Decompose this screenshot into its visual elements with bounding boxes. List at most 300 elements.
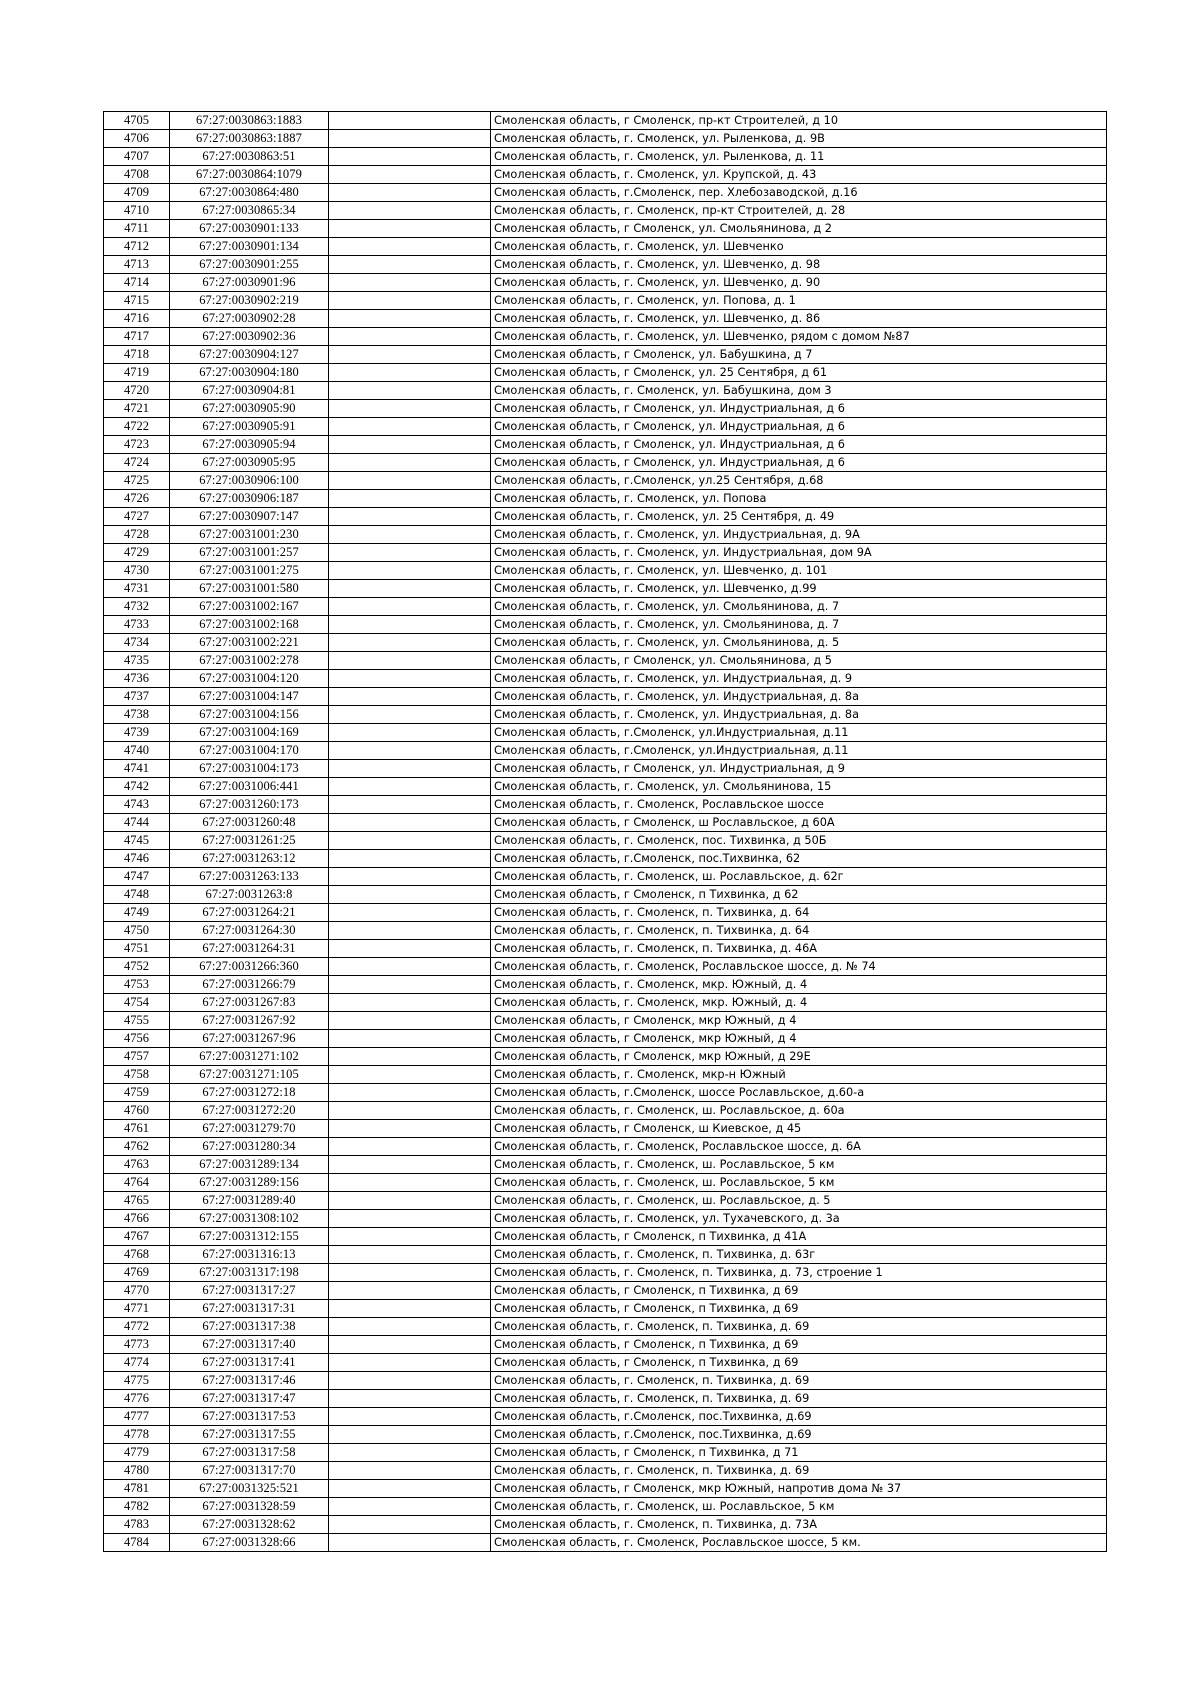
- table-row: [104, 1462, 1107, 1480]
- empty-cell: [329, 526, 491, 544]
- empty-cell: [329, 922, 491, 940]
- cadastral-number-cell: 67:27:0031317:40: [170, 1336, 329, 1354]
- table-row: [104, 112, 1107, 130]
- table-row: [104, 220, 1107, 238]
- address-cell: Смоленская область, г Смоленск, ул. Бабушкина, д 7: [491, 346, 1107, 364]
- table-row: [104, 1444, 1107, 1462]
- address-cell: Смоленская область, г. Смоленск, пос. Тихвинка, д 50Б: [491, 832, 1107, 850]
- table-row: [104, 1156, 1107, 1174]
- address-cell: Смоленская область, г. Смоленск, п. Тихвинка, д. 69: [491, 1462, 1107, 1480]
- cadastral-number-cell: 67:27:0031006:441: [170, 778, 329, 796]
- row-number-cell: 4724: [104, 454, 170, 472]
- empty-cell: [329, 652, 491, 670]
- table-row: [104, 1084, 1107, 1102]
- cadastral-number-cell: 67:27:0031317:58: [170, 1444, 329, 1462]
- table-row: [104, 1102, 1107, 1120]
- address-cell: Смоленская область, г. Смоленск, мкр. Южный, д. 4: [491, 976, 1107, 994]
- table-row: [104, 760, 1107, 778]
- row-number-cell: 4738: [104, 706, 170, 724]
- address-cell: Смоленская область, г. Смоленск, ул. Индустриальная, д. 9: [491, 670, 1107, 688]
- address-cell: Смоленская область, г Смоленск, п Тихвинка, д 62: [491, 886, 1107, 904]
- address-cell: Смоленская область, г. Смоленск, ул. Индустриальная, д. 8а: [491, 706, 1107, 724]
- cadastral-number-cell: 67:27:0031004:169: [170, 724, 329, 742]
- row-number-cell: 4736: [104, 670, 170, 688]
- empty-cell: [329, 382, 491, 400]
- cadastral-number-cell: 67:27:0031272:20: [170, 1102, 329, 1120]
- empty-cell: [329, 238, 491, 256]
- row-number-cell: 4765: [104, 1192, 170, 1210]
- address-cell: Смоленская область, г. Смоленск, п. Тихвинка, д. 69: [491, 1372, 1107, 1390]
- address-cell: Смоленская область, г Смоленск, п Тихвинка, д 69: [491, 1282, 1107, 1300]
- row-number-cell: 4714: [104, 274, 170, 292]
- table-row: [104, 1066, 1107, 1084]
- cadastral-number-cell: 67:27:0030906:187: [170, 490, 329, 508]
- row-number-cell: 4753: [104, 976, 170, 994]
- cadastral-number-cell: 67:27:0030901:96: [170, 274, 329, 292]
- row-number-cell: 4709: [104, 184, 170, 202]
- table-row: [104, 868, 1107, 886]
- empty-cell: [329, 1264, 491, 1282]
- empty-cell: [329, 832, 491, 850]
- cadastral-number-cell: 67:27:0031261:25: [170, 832, 329, 850]
- cadastral-number-cell: 67:27:0030901:133: [170, 220, 329, 238]
- table-row: [104, 1534, 1107, 1552]
- empty-cell: [329, 112, 491, 130]
- address-cell: Смоленская область, г. Смоленск, ул. Шевченко, д.99: [491, 580, 1107, 598]
- empty-cell: [329, 940, 491, 958]
- table-row: [104, 364, 1107, 382]
- row-number-cell: 4760: [104, 1102, 170, 1120]
- address-cell: Смоленская область, г Смоленск, мкр Южный, д 4: [491, 1012, 1107, 1030]
- table-row: [104, 940, 1107, 958]
- table-row: [104, 1210, 1107, 1228]
- table-row: [104, 886, 1107, 904]
- cadastral-number-cell: 67:27:0031260:48: [170, 814, 329, 832]
- address-cell: Смоленская область, г. Смоленск, Рославльское шоссе, 5 км.: [491, 1534, 1107, 1552]
- cadastral-number-cell: 67:27:0031317:55: [170, 1426, 329, 1444]
- row-number-cell: 4720: [104, 382, 170, 400]
- cadastral-number-cell: 67:27:0030906:100: [170, 472, 329, 490]
- row-number-cell: 4757: [104, 1048, 170, 1066]
- table-row: [104, 436, 1107, 454]
- row-number-cell: 4708: [104, 166, 170, 184]
- address-cell: Смоленская область, г. Смоленск, ул. Шевченко: [491, 238, 1107, 256]
- empty-cell: [329, 1318, 491, 1336]
- empty-cell: [329, 976, 491, 994]
- address-cell: Смоленская область, г Смоленск, ул. Смольянинова, д 2: [491, 220, 1107, 238]
- table-row: [104, 490, 1107, 508]
- address-cell: Смоленская область, г Смоленск, пр-кт Строителей, д 10: [491, 112, 1107, 130]
- cadastral-number-cell: 67:27:0031002:168: [170, 616, 329, 634]
- row-number-cell: 4771: [104, 1300, 170, 1318]
- table-row: [104, 1426, 1107, 1444]
- empty-cell: [329, 1300, 491, 1318]
- empty-cell: [329, 670, 491, 688]
- empty-cell: [329, 1174, 491, 1192]
- table-row: [104, 814, 1107, 832]
- row-number-cell: 4756: [104, 1030, 170, 1048]
- table-row: [104, 1192, 1107, 1210]
- empty-cell: [329, 1246, 491, 1264]
- row-number-cell: 4779: [104, 1444, 170, 1462]
- empty-cell: [329, 886, 491, 904]
- address-cell: Смоленская область, г.Смоленск, ул.Индустриальная, д.11: [491, 742, 1107, 760]
- row-number-cell: 4770: [104, 1282, 170, 1300]
- address-cell: Смоленская область, г.Смоленск, ул.25 Сентября, д.68: [491, 472, 1107, 490]
- address-cell: Смоленская область, г. Смоленск, п. Тихвинка, д. 69: [491, 1318, 1107, 1336]
- row-number-cell: 4715: [104, 292, 170, 310]
- empty-cell: [329, 616, 491, 634]
- cadastral-number-cell: 67:27:0030865:34: [170, 202, 329, 220]
- address-cell: Смоленская область, г Смоленск, п Тихвинка, д 69: [491, 1336, 1107, 1354]
- cadastral-number-cell: 67:27:0031001:275: [170, 562, 329, 580]
- row-number-cell: 4748: [104, 886, 170, 904]
- empty-cell: [329, 1030, 491, 1048]
- address-cell: Смоленская область, г.Смоленск, пос.Тихвинка, 62: [491, 850, 1107, 868]
- empty-cell: [329, 1498, 491, 1516]
- address-cell: Смоленская область, г. Смоленск, ул. Крупской, д. 43: [491, 166, 1107, 184]
- cadastral-number-cell: 67:27:0031266:79: [170, 976, 329, 994]
- empty-cell: [329, 1408, 491, 1426]
- table-row: [104, 472, 1107, 490]
- empty-cell: [329, 1156, 491, 1174]
- empty-cell: [329, 454, 491, 472]
- cadastral-number-cell: 67:27:0030902:36: [170, 328, 329, 346]
- empty-cell: [329, 1210, 491, 1228]
- table-row: [104, 1030, 1107, 1048]
- empty-cell: [329, 256, 491, 274]
- row-number-cell: 4743: [104, 796, 170, 814]
- table-row: [104, 1282, 1107, 1300]
- address-cell: Смоленская область, г. Смоленск, ул. Шевченко, д. 86: [491, 310, 1107, 328]
- address-cell: Смоленская область, г. Смоленск, п. Тихвинка, д. 64: [491, 904, 1107, 922]
- empty-cell: [329, 1048, 491, 1066]
- row-number-cell: 4761: [104, 1120, 170, 1138]
- table-row: [104, 580, 1107, 598]
- row-number-cell: 4710: [104, 202, 170, 220]
- row-number-cell: 4735: [104, 652, 170, 670]
- cadastral-number-cell: 67:27:0031317:41: [170, 1354, 329, 1372]
- row-number-cell: 4719: [104, 364, 170, 382]
- cadastral-number-cell: 67:27:0031325:521: [170, 1480, 329, 1498]
- row-number-cell: 4776: [104, 1390, 170, 1408]
- cadastral-number-cell: 67:27:0030864:480: [170, 184, 329, 202]
- cadastral-number-cell: 67:27:0030904:180: [170, 364, 329, 382]
- cadastral-number-cell: 67:27:0031002:278: [170, 652, 329, 670]
- row-number-cell: 4706: [104, 130, 170, 148]
- address-cell: Смоленская область, г. Смоленск, ул. Смольянинова, д. 7: [491, 616, 1107, 634]
- row-number-cell: 4768: [104, 1246, 170, 1264]
- address-cell: Смоленская область, г Смоленск, п Тихвинка, д 71: [491, 1444, 1107, 1462]
- address-cell: Смоленская область, г. Смоленск, ул. 25 Сентября, д. 49: [491, 508, 1107, 526]
- cadastral-number-cell: 67:27:0031267:83: [170, 994, 329, 1012]
- row-number-cell: 4723: [104, 436, 170, 454]
- empty-cell: [329, 796, 491, 814]
- empty-cell: [329, 1066, 491, 1084]
- row-number-cell: 4766: [104, 1210, 170, 1228]
- address-cell: Смоленская область, г. Смоленск, п. Тихвинка, д. 73А: [491, 1516, 1107, 1534]
- cadastral-number-cell: 67:27:0031271:102: [170, 1048, 329, 1066]
- empty-cell: [329, 1192, 491, 1210]
- address-cell: Смоленская область, г. Смоленск, ш. Рославльское, 5 км: [491, 1156, 1107, 1174]
- row-number-cell: 4758: [104, 1066, 170, 1084]
- table-row: [104, 634, 1107, 652]
- row-number-cell: 4718: [104, 346, 170, 364]
- row-number-cell: 4707: [104, 148, 170, 166]
- address-cell: Смоленская область, г. Смоленск, ш. Рославльское, д. 5: [491, 1192, 1107, 1210]
- row-number-cell: 4742: [104, 778, 170, 796]
- cadastral-number-cell: 67:27:0030905:90: [170, 400, 329, 418]
- address-cell: Смоленская область, г. Смоленск, ул. Рыленкова, д. 9В: [491, 130, 1107, 148]
- cadastral-number-cell: 67:27:0031263:12: [170, 850, 329, 868]
- table-row: [104, 850, 1107, 868]
- empty-cell: [329, 436, 491, 454]
- address-cell: Смоленская область, г. Смоленск, ул. Индустриальная, д. 8а: [491, 688, 1107, 706]
- row-number-cell: 4777: [104, 1408, 170, 1426]
- table-row: [104, 418, 1107, 436]
- table-row: [104, 688, 1107, 706]
- cadastral-number-cell: 67:27:0030902:219: [170, 292, 329, 310]
- empty-cell: [329, 580, 491, 598]
- row-number-cell: 4733: [104, 616, 170, 634]
- table-row: [104, 544, 1107, 562]
- address-cell: Смоленская область, г. Смоленск, ул. Шевченко, рядом с домом №87: [491, 328, 1107, 346]
- address-cell: Смоленская область, г. Смоленск, п. Тихвинка, д. 69: [491, 1390, 1107, 1408]
- empty-cell: [329, 814, 491, 832]
- cadastral-number-cell: 67:27:0031264:31: [170, 940, 329, 958]
- address-cell: Смоленская область, г.Смоленск, шоссе Рославльское, д.60-а: [491, 1084, 1107, 1102]
- cadastral-number-cell: 67:27:0030905:95: [170, 454, 329, 472]
- cadastral-number-cell: 67:27:0031002:221: [170, 634, 329, 652]
- table-row: [104, 148, 1107, 166]
- table-row: [104, 598, 1107, 616]
- row-number-cell: 4730: [104, 562, 170, 580]
- address-cell: Смоленская область, г. Смоленск, ш. Рославльское, 5 км: [491, 1174, 1107, 1192]
- table-row: [104, 652, 1107, 670]
- address-cell: Смоленская область, г Смоленск, мкр Южный, напротив дома № 37: [491, 1480, 1107, 1498]
- cadastral-number-cell: 67:27:0031004:147: [170, 688, 329, 706]
- empty-cell: [329, 166, 491, 184]
- table-row: [104, 1516, 1107, 1534]
- address-cell: Смоленская область, г. Смоленск, Рославльское шоссе: [491, 796, 1107, 814]
- address-cell: Смоленская область, г Смоленск, ш Киевское, д 45: [491, 1120, 1107, 1138]
- address-cell: Смоленская область, г.Смоленск, пер. Хлебозаводской, д.16: [491, 184, 1107, 202]
- address-cell: Смоленская область, г. Смоленск, ул. Индустриальная, д. 9А: [491, 526, 1107, 544]
- cadastral-number-cell: 67:27:0031317:38: [170, 1318, 329, 1336]
- cadastral-number-cell: 67:27:0031316:13: [170, 1246, 329, 1264]
- cadastral-number-cell: 67:27:0031001:230: [170, 526, 329, 544]
- cadastral-number-cell: 67:27:0030901:255: [170, 256, 329, 274]
- empty-cell: [329, 598, 491, 616]
- empty-cell: [329, 472, 491, 490]
- empty-cell: [329, 220, 491, 238]
- empty-cell: [329, 310, 491, 328]
- row-number-cell: 4731: [104, 580, 170, 598]
- row-number-cell: 4729: [104, 544, 170, 562]
- empty-cell: [329, 778, 491, 796]
- row-number-cell: 4762: [104, 1138, 170, 1156]
- address-cell: Смоленская область, г. Смоленск, ш. Рославльское, 5 км: [491, 1498, 1107, 1516]
- table-row: [104, 508, 1107, 526]
- empty-cell: [329, 994, 491, 1012]
- cadastral-number-cell: 67:27:0031004:170: [170, 742, 329, 760]
- empty-cell: [329, 1390, 491, 1408]
- cadastral-number-cell: 67:27:0031280:34: [170, 1138, 329, 1156]
- row-number-cell: 4728: [104, 526, 170, 544]
- address-cell: Смоленская область, г. Смоленск, п. Тихвинка, д. 63г: [491, 1246, 1107, 1264]
- cadastral-number-cell: 67:27:0030901:134: [170, 238, 329, 256]
- address-cell: Смоленская область, г. Смоленск, ш. Рославльское, д. 62г: [491, 868, 1107, 886]
- address-cell: Смоленская область, г.Смоленск, пос.Тихвинка, д.69: [491, 1426, 1107, 1444]
- table-row: [104, 904, 1107, 922]
- row-number-cell: 4751: [104, 940, 170, 958]
- empty-cell: [329, 688, 491, 706]
- table-row: [104, 184, 1107, 202]
- empty-cell: [329, 1480, 491, 1498]
- empty-cell: [329, 148, 491, 166]
- empty-cell: [329, 1138, 491, 1156]
- row-number-cell: 4712: [104, 238, 170, 256]
- row-number-cell: 4717: [104, 328, 170, 346]
- empty-cell: [329, 274, 491, 292]
- empty-cell: [329, 400, 491, 418]
- row-number-cell: 4754: [104, 994, 170, 1012]
- row-number-cell: 4705: [104, 112, 170, 130]
- address-cell: Смоленская область, г. Смоленск, ул. Шевченко, д. 98: [491, 256, 1107, 274]
- empty-cell: [329, 1282, 491, 1300]
- empty-cell: [329, 130, 491, 148]
- empty-cell: [329, 202, 491, 220]
- table-row: [104, 346, 1107, 364]
- empty-cell: [329, 1336, 491, 1354]
- table-row: [104, 256, 1107, 274]
- table-row: [104, 994, 1107, 1012]
- empty-cell: [329, 1516, 491, 1534]
- row-number-cell: 4745: [104, 832, 170, 850]
- cadastral-number-cell: 67:27:0030905:94: [170, 436, 329, 454]
- address-cell: Смоленская область, г. Смоленск, ул. Попова, д. 1: [491, 292, 1107, 310]
- address-cell: Смоленская область, г Смоленск, ул. Индустриальная, д 6: [491, 436, 1107, 454]
- empty-cell: [329, 1444, 491, 1462]
- table-row: [104, 1138, 1107, 1156]
- row-number-cell: 4721: [104, 400, 170, 418]
- table-row: [104, 1246, 1107, 1264]
- cadastral-number-cell: 67:27:0030904:127: [170, 346, 329, 364]
- cadastral-number-cell: 67:27:0031317:198: [170, 1264, 329, 1282]
- cadastral-number-cell: 67:27:0031312:155: [170, 1228, 329, 1246]
- address-cell: Смоленская область, г Смоленск, ул. 25 Сентября, д 61: [491, 364, 1107, 382]
- empty-cell: [329, 742, 491, 760]
- empty-cell: [329, 634, 491, 652]
- cadastral-number-cell: 67:27:0031266:360: [170, 958, 329, 976]
- row-number-cell: 4780: [104, 1462, 170, 1480]
- table-row: [104, 976, 1107, 994]
- row-number-cell: 4725: [104, 472, 170, 490]
- empty-cell: [329, 868, 491, 886]
- empty-cell: [329, 724, 491, 742]
- row-number-cell: 4727: [104, 508, 170, 526]
- cadastral-number-cell: 67:27:0030864:1079: [170, 166, 329, 184]
- empty-cell: [329, 1012, 491, 1030]
- table-row: [104, 310, 1107, 328]
- table-row: [104, 1372, 1107, 1390]
- table-row: [104, 1480, 1107, 1498]
- empty-cell: [329, 418, 491, 436]
- empty-cell: [329, 1228, 491, 1246]
- row-number-cell: 4722: [104, 418, 170, 436]
- row-number-cell: 4746: [104, 850, 170, 868]
- address-cell: Смоленская область, г. Смоленск, п. Тихвинка, д. 73, строение 1: [491, 1264, 1107, 1282]
- row-number-cell: 4726: [104, 490, 170, 508]
- cadastral-number-cell: 67:27:0031267:92: [170, 1012, 329, 1030]
- address-cell: Смоленская область, г. Смоленск, ул. Попова: [491, 490, 1107, 508]
- row-number-cell: 4773: [104, 1336, 170, 1354]
- table-row: [104, 454, 1107, 472]
- address-cell: Смоленская область, г Смоленск, ул. Индустриальная, д 9: [491, 760, 1107, 778]
- table-row: [104, 778, 1107, 796]
- address-cell: Смоленская область, г. Смоленск, мкр. Южный, д. 4: [491, 994, 1107, 1012]
- cadastral-number-cell: 67:27:0031308:102: [170, 1210, 329, 1228]
- empty-cell: [329, 184, 491, 202]
- row-number-cell: 4778: [104, 1426, 170, 1444]
- registry-table-body: [104, 112, 1107, 1552]
- row-number-cell: 4759: [104, 1084, 170, 1102]
- row-number-cell: 4764: [104, 1174, 170, 1192]
- address-cell: Смоленская область, г Смоленск, ул. Индустриальная, д 6: [491, 400, 1107, 418]
- table-row: [104, 202, 1107, 220]
- address-cell: Смоленская область, г.Смоленск, ул.Индустриальная, д.11: [491, 724, 1107, 742]
- cadastral-number-cell: 67:27:0030905:91: [170, 418, 329, 436]
- table-row: [104, 1048, 1107, 1066]
- cadastral-number-cell: 67:27:0031289:156: [170, 1174, 329, 1192]
- row-number-cell: 4782: [104, 1498, 170, 1516]
- cadastral-number-cell: 67:27:0031260:173: [170, 796, 329, 814]
- cadastral-number-cell: 67:27:0031317:46: [170, 1372, 329, 1390]
- row-number-cell: 4744: [104, 814, 170, 832]
- empty-cell: [329, 346, 491, 364]
- cadastral-number-cell: 67:27:0031263:8: [170, 886, 329, 904]
- row-number-cell: 4732: [104, 598, 170, 616]
- table-row: [104, 1012, 1107, 1030]
- empty-cell: [329, 328, 491, 346]
- empty-cell: [329, 490, 491, 508]
- cadastral-number-cell: 67:27:0031271:105: [170, 1066, 329, 1084]
- table-row: [104, 922, 1107, 940]
- row-number-cell: 4740: [104, 742, 170, 760]
- address-cell: Смоленская область, г. Смоленск, п. Тихвинка, д. 64: [491, 922, 1107, 940]
- address-cell: Смоленская область, г. Смоленск, ул. Шевченко, д. 90: [491, 274, 1107, 292]
- cadastral-number-cell: 67:27:0031004:156: [170, 706, 329, 724]
- row-number-cell: 4747: [104, 868, 170, 886]
- cadastral-number-cell: 67:27:0031328:62: [170, 1516, 329, 1534]
- cadastral-number-cell: 67:27:0031279:70: [170, 1120, 329, 1138]
- table-row: [104, 1498, 1107, 1516]
- empty-cell: [329, 544, 491, 562]
- address-cell: Смоленская область, г Смоленск, мкр Южный, д 29Е: [491, 1048, 1107, 1066]
- cadastral-number-cell: 67:27:0031328:66: [170, 1534, 329, 1552]
- table-row: [104, 958, 1107, 976]
- address-cell: Смоленская область, г. Смоленск, ул. Смольянинова, 15: [491, 778, 1107, 796]
- row-number-cell: 4772: [104, 1318, 170, 1336]
- cadastral-registry-table: [103, 111, 1107, 1552]
- table-row: [104, 1228, 1107, 1246]
- cadastral-number-cell: 67:27:0031004:120: [170, 670, 329, 688]
- empty-cell: [329, 958, 491, 976]
- table-row: [104, 1408, 1107, 1426]
- address-cell: Смоленская область, г. Смоленск, ш. Рославльское, д. 60а: [491, 1102, 1107, 1120]
- row-number-cell: 4781: [104, 1480, 170, 1498]
- address-cell: Смоленская область, г. Смоленск, ул. Смольянинова, д. 5: [491, 634, 1107, 652]
